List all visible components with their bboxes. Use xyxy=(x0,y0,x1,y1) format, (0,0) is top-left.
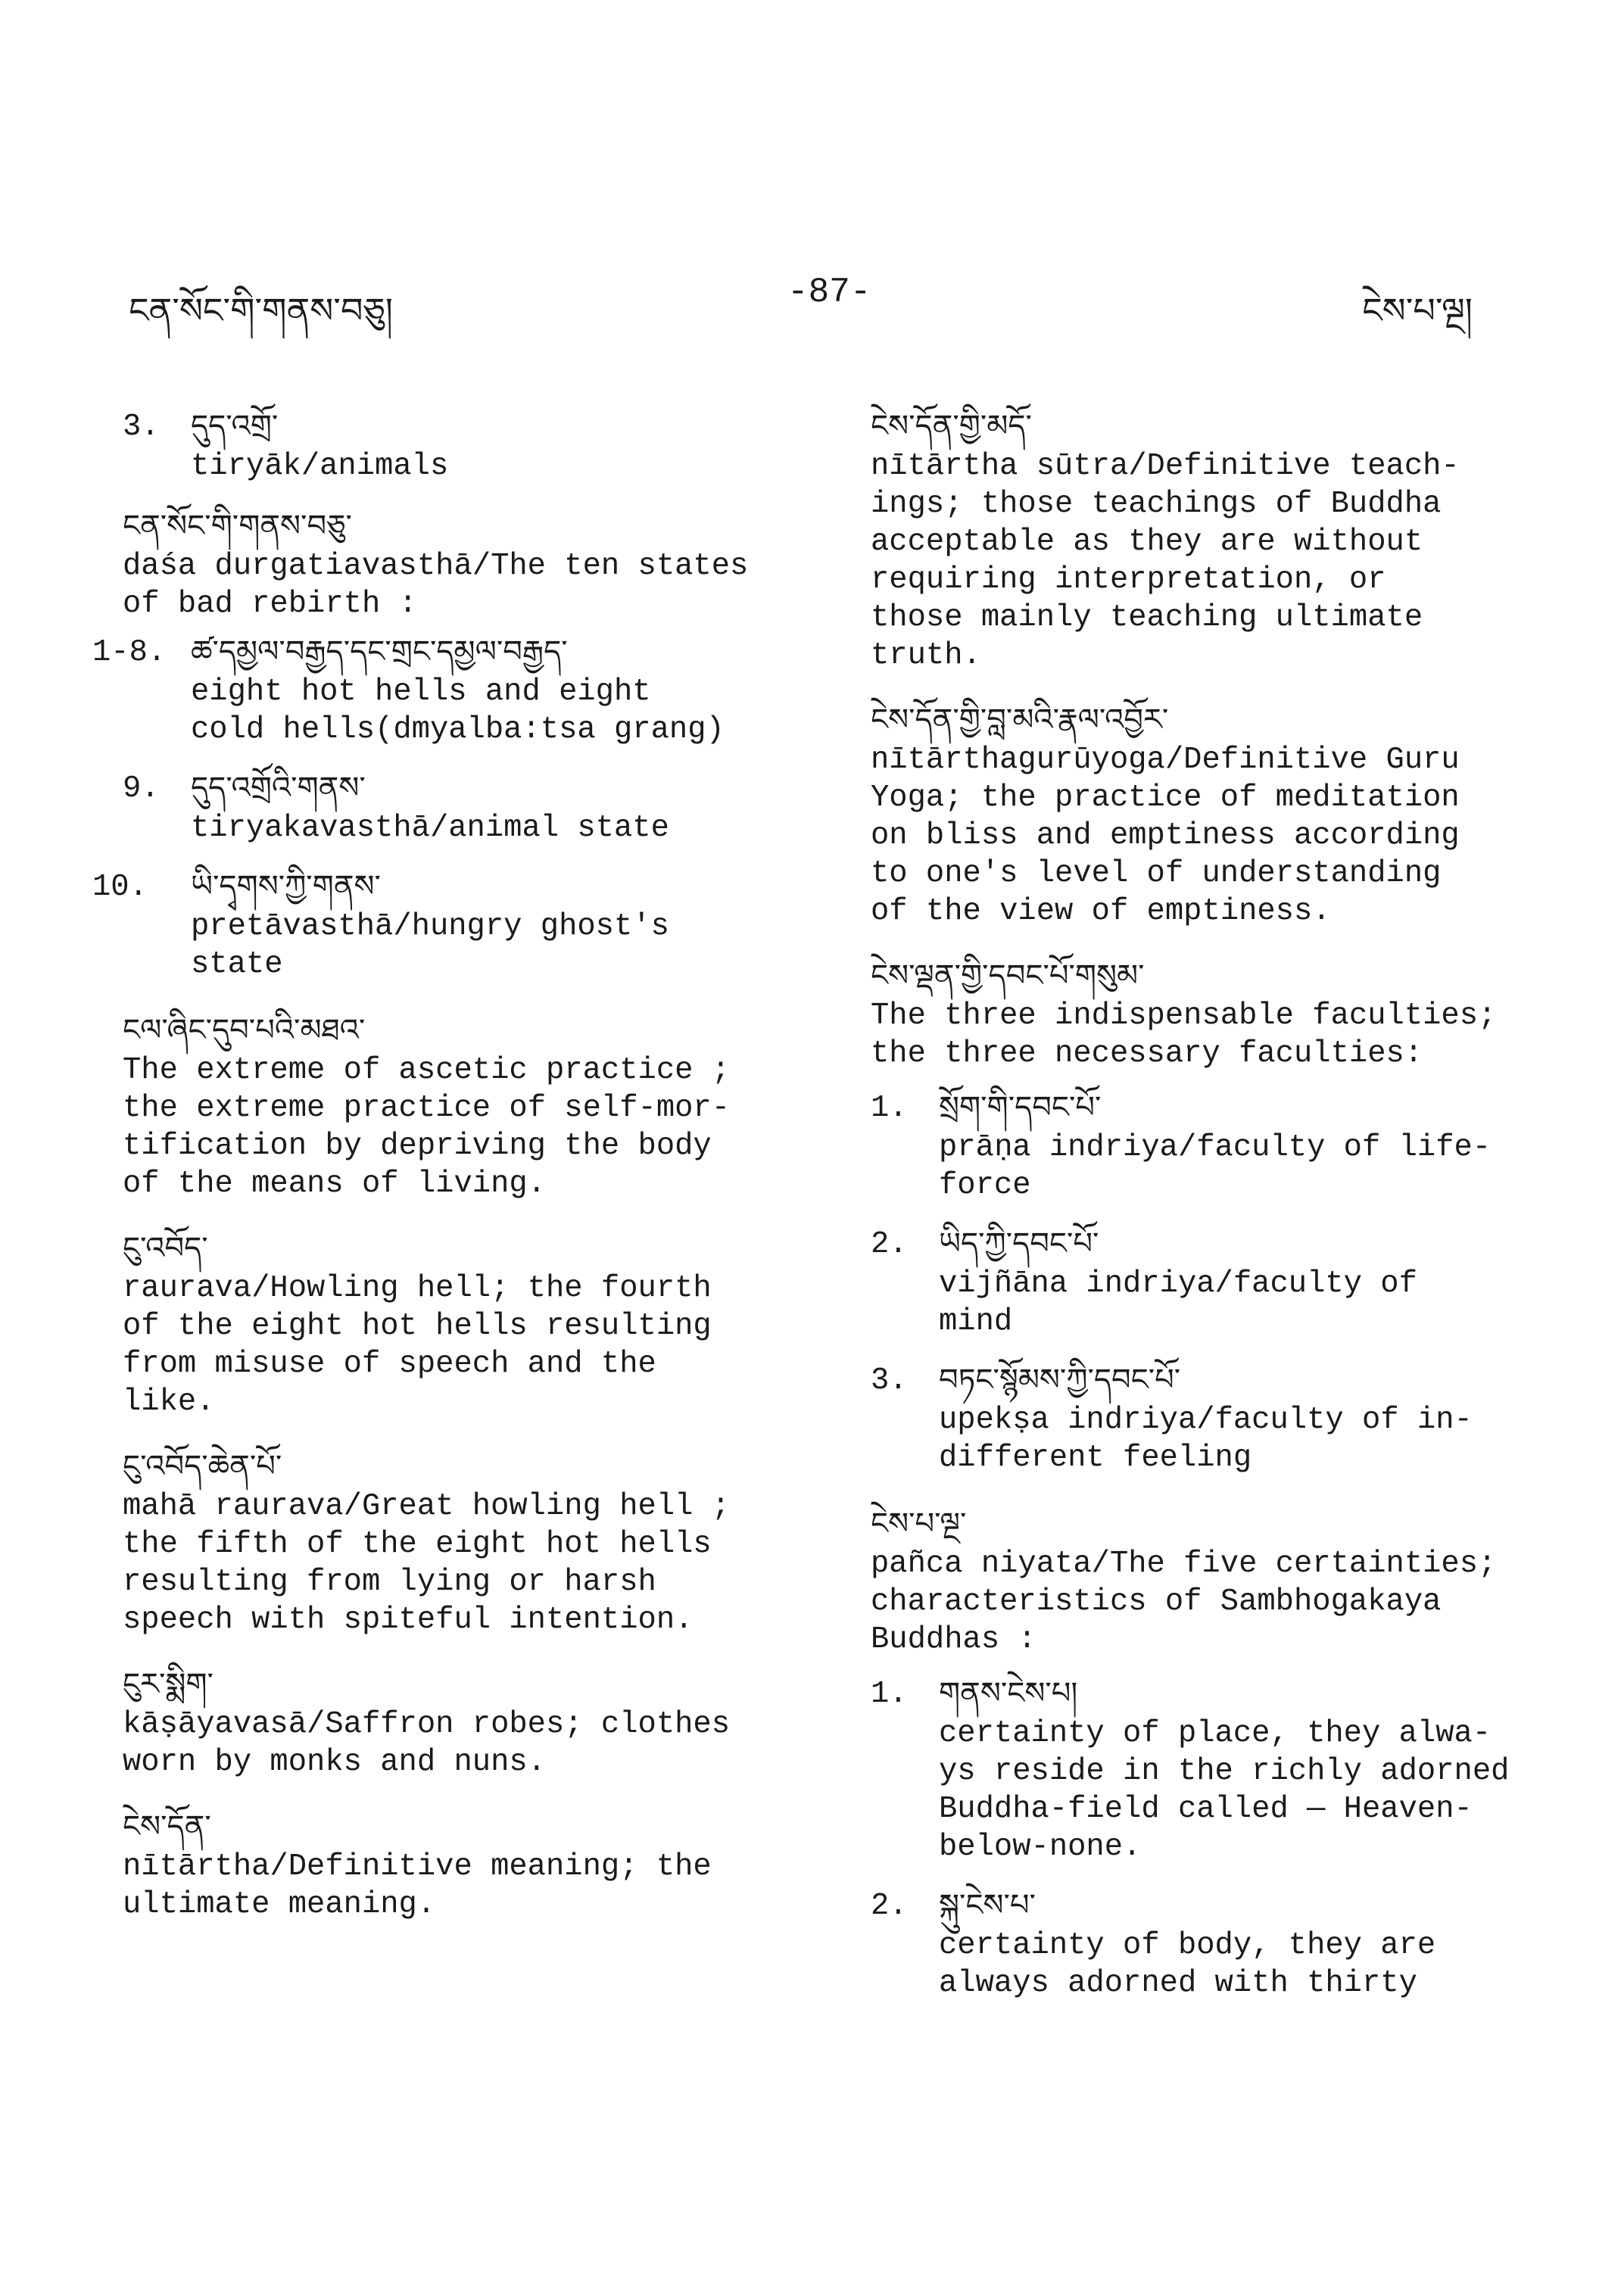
tibetan-headword: སྲོག་གི་དབང་པོ་ xyxy=(939,1090,1102,1125)
item-definition: vijñāna indriya/faculty of mind xyxy=(939,1266,1417,1339)
right-column xyxy=(871,405,1537,2020)
item-number: 10. xyxy=(92,870,148,905)
entry-definition: The extreme of ascetic practice ; the extreme practice of self-mor- tification by depriving the body of the means of living. xyxy=(123,1053,731,1201)
tibetan-headword: ངུ་འབོད་ xyxy=(123,1231,208,1266)
glossary-entry xyxy=(123,1663,819,1781)
glossary-entry xyxy=(871,955,1537,1073)
tibetan-headword: ངེས་པ་ལྔ་ xyxy=(871,1506,967,1541)
tibetan-headword: ངེས་དོན་གྱི་བླ་མའི་རྣལ་འབྱོར་ xyxy=(871,703,1169,737)
tibetan-headword: ངན་སོང་གི་གནས་བཅུ་ xyxy=(123,509,352,544)
item-number: 2. xyxy=(871,1227,908,1262)
tibetan-headword: སྐུ་ངེས་པ་ xyxy=(939,1888,1036,1923)
glossary-entry xyxy=(871,1503,1537,1659)
tibetan-headword: ངུ་འབོད་ཆེན་པོ་ xyxy=(123,1449,282,1484)
item-definition: prāṇa indriya/faculty of life- force xyxy=(939,1130,1492,1203)
item-number: 3. xyxy=(123,410,160,444)
tibetan-headword: དུད་འགྲོ་ xyxy=(191,409,279,444)
glossary-entry xyxy=(123,505,819,623)
glossary-entry xyxy=(123,1445,819,1639)
entry-definition: raurava/Howling hell; the fourth of the eight hot hells resulting from misuse of speech and the like. xyxy=(123,1271,712,1419)
item-definition: tiryakavasthā/animal state xyxy=(191,811,669,846)
item-number: 9. xyxy=(123,771,160,806)
entry-definition: nītārthagurūyoga/Definitive Guru Yoga; the practice of meditation on bliss and emptiness according to one's level of understanding of the view of emptiness. xyxy=(871,743,1460,929)
glossary-entry xyxy=(123,1227,819,1421)
item-number: 2. xyxy=(871,1889,908,1924)
glossary-entry xyxy=(871,405,1537,675)
list-item xyxy=(871,1359,1537,1477)
item-definition: certainty of place, they alwa- ys reside in the richly adorned Buddha-field called — Heaven- below-none. xyxy=(939,1716,1510,1865)
glossary-entry xyxy=(123,1805,819,1924)
item-definition: eight hot hells and eight cold hells(dmyalba:tsa grang) xyxy=(191,675,725,747)
item-definition: tiryāk/animals xyxy=(191,449,449,484)
tibetan-headword: ངུར་སྨིག་ xyxy=(123,1667,214,1702)
list-item xyxy=(92,631,819,749)
item-definition: upekṣa indriya/faculty of in- different feeling xyxy=(939,1403,1473,1475)
list-item xyxy=(123,767,819,847)
tibetan-headword: དུད་འགྲོའི་གནས་ xyxy=(191,771,366,805)
tibetan-headword: གནས་ངེས་པ། xyxy=(939,1676,1078,1711)
list-item xyxy=(871,1223,1537,1341)
entry-definition: mahā raurava/Great howling hell ; the fifth of the eight hot hells resulting from lying or harsh speech with spiteful intention. xyxy=(123,1489,731,1637)
page-number: -87- xyxy=(787,273,871,312)
item-number: 1. xyxy=(871,1677,908,1712)
left-column xyxy=(92,405,819,1948)
entry-definition: nītārtha/Definitive meaning; the ultimate meaning. xyxy=(123,1849,712,1922)
entry-definition: pañca niyata/The five certainties; characteristics of Sambhogakaya Buddhas : xyxy=(871,1547,1497,1657)
tibetan-headword: ངེས་དོན་གྱི་མདོ་ xyxy=(871,409,1032,444)
list-item xyxy=(92,865,819,983)
list-item xyxy=(871,1086,1537,1204)
running-header-right: ངེས་པ་ལྔ། xyxy=(1362,294,1473,333)
glossary-entry xyxy=(871,699,1537,930)
item-definition: pretāvasthā/hungry ghost's state xyxy=(191,909,669,982)
entry-definition: daśa durgatiavasthā/The ten states of bad rebirth : xyxy=(123,549,749,622)
tibetan-headword: ཚ་དམྱལ་བརྒྱད་དང་གྲང་དམྱལ་བརྒྱད་ xyxy=(191,634,568,669)
running-header-left: ངན་སོང་གི་གནས་བཅུ། xyxy=(129,294,393,333)
tibetan-headword: ཡི་དྭགས་ཀྱི་གནས་ xyxy=(191,869,381,904)
tibetan-headword: ངེས་དོན་ xyxy=(123,1809,211,1844)
entry-definition: The three indispensable faculties; the three necessary faculties: xyxy=(871,999,1497,1071)
list-item xyxy=(123,405,819,485)
entry-definition: nītārtha sūtra/Definitive teach- ings; those teachings of Buddha acceptable as they are without requiring interpretation, or those mainly teaching ultimate truth. xyxy=(871,449,1460,673)
glossary-entry xyxy=(123,1009,819,1203)
item-definition: certainty of body, they are always adorned with thirty xyxy=(939,1928,1436,2001)
tibetan-headword: ངལ་ཞིང་དུབ་པའི་མཐའ་ xyxy=(123,1013,366,1048)
list-item xyxy=(871,1884,1537,2002)
item-number: 3. xyxy=(871,1363,908,1398)
tibetan-headword: ཡིད་ཀྱི་དབང་པོ་ xyxy=(939,1226,1099,1261)
list-item xyxy=(871,1672,1537,1866)
item-number: 1-8. xyxy=(92,635,167,670)
item-number: 1. xyxy=(871,1091,908,1126)
entry-definition: kāṣāyavasā/Saffron robes; clothes worn by monks and nuns. xyxy=(123,1707,731,1780)
tibetan-headword: བཏང་སྙོམས་ཀྱི་དབང་པོ་ xyxy=(939,1363,1181,1397)
tibetan-headword: ངེས་ལྡན་གྱི་དབང་པོ་གསུམ་ xyxy=(871,958,1145,993)
